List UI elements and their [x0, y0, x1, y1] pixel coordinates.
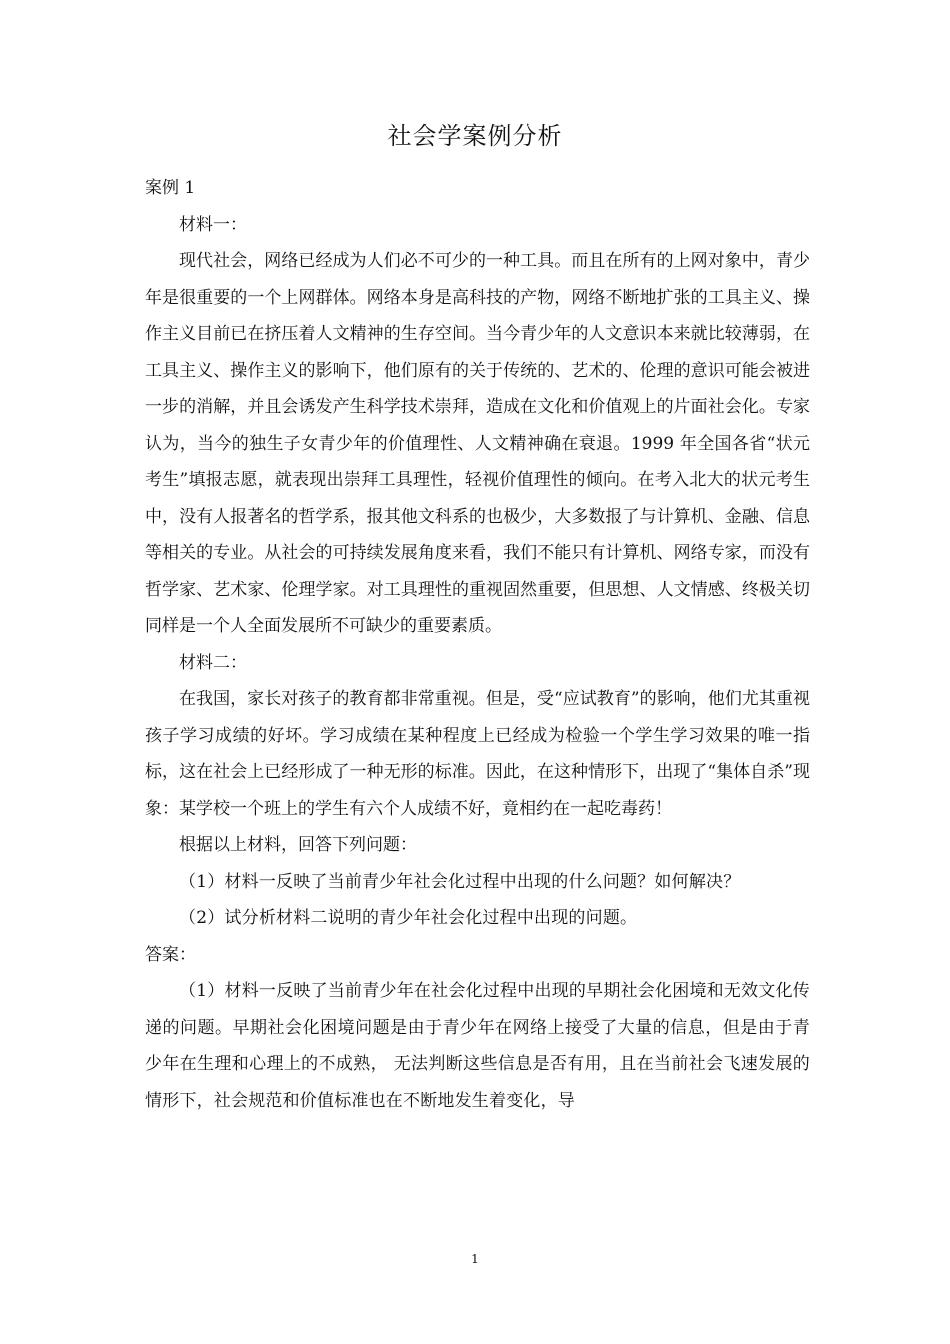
- answer-label: 答案：: [145, 944, 196, 965]
- question-one: （1）材料一反映了当前青少年社会化过程中出现的什么问题？如何解决？: [179, 871, 741, 892]
- answer-one-paragraph: （1）材料一反映了当前青少年在社会化过程中出现的早期社会化困境和无效文化传递的问题。早期社会化困境问题是由于青少年在网络上接受了大量的信息，但是由于青少年在生理和心理上的不成熟， 无法判断这些信息是否有用，且在当前社会飞速发展的情形下，社会规范和价值标准也在不断地发生着变化，导: [145, 981, 810, 1111]
- document-title: 社会学案例分析: [387, 122, 563, 150]
- page-number: 1: [471, 1252, 479, 1266]
- case-label: 案例 1: [145, 178, 196, 198]
- document-body: [145, 170, 810, 1119]
- material-one-paragraph: 现代社会，网络已经成为人们必不可少的一种工具。而且在所有的上网对象中，青少年是很重要的一个上网群体。网络本身是高科技的产物，网络不断地扩张的工具主义、操作主义目前已在挤压着人文精神的生存空间。当今青少年的人文意识本来就比较薄弱，在工具主义、操作主义的影响下，他们原有的关于传统的、艺术的、伦理的意识可能会被进一步的消解，并且会诱发产生科学技术崇拜，造成在文化和价值观上的片面社会化。专家认为，当今的独生子女青少年的价值理性、人文精神确在衰退。1999 年全国各省“状元考生”填报志愿，就表现出崇拜工具理性，轻视价值理性的倾向。在考入北大的状元考生中，没有人报著名的哲学系，报其他文科系的也极少，大多数报了与计算机、金融、信息等相关的专业。从社会的可持续发展角度来看，我们不能只有计算机、网络专家，而没有哲学家、艺术家、伦理学家。对工具理性的重视固然重要，但思想、人文情感、终极关切同样是一个人全面发展所不可缺少的重要素质。: [145, 251, 810, 636]
- question-two: （2）试分析材料二说明的青少年社会化过程中出现的问题。: [179, 908, 638, 928]
- material-two-paragraph: 在我国，家长对孩子的教育都非常重视。但是，受“应试教育”的影响，他们尤其重视孩子学习成绩的好坏。学习成绩在某种程度上已经成为检验一个学生学习效果的唯一指标，这在社会上已经形成了一种无形的标准。因此，在这种情形下，出现了“集体自杀”现象：某学校一个班上的学生有六个人成绩不好，竟相约在一起吃毒药！: [145, 689, 810, 819]
- question-intro: 根据以上材料，回答下列问题：: [179, 835, 417, 855]
- material-one-label: 材料一：: [179, 214, 247, 235]
- material-two-label: 材料二：: [179, 652, 247, 673]
